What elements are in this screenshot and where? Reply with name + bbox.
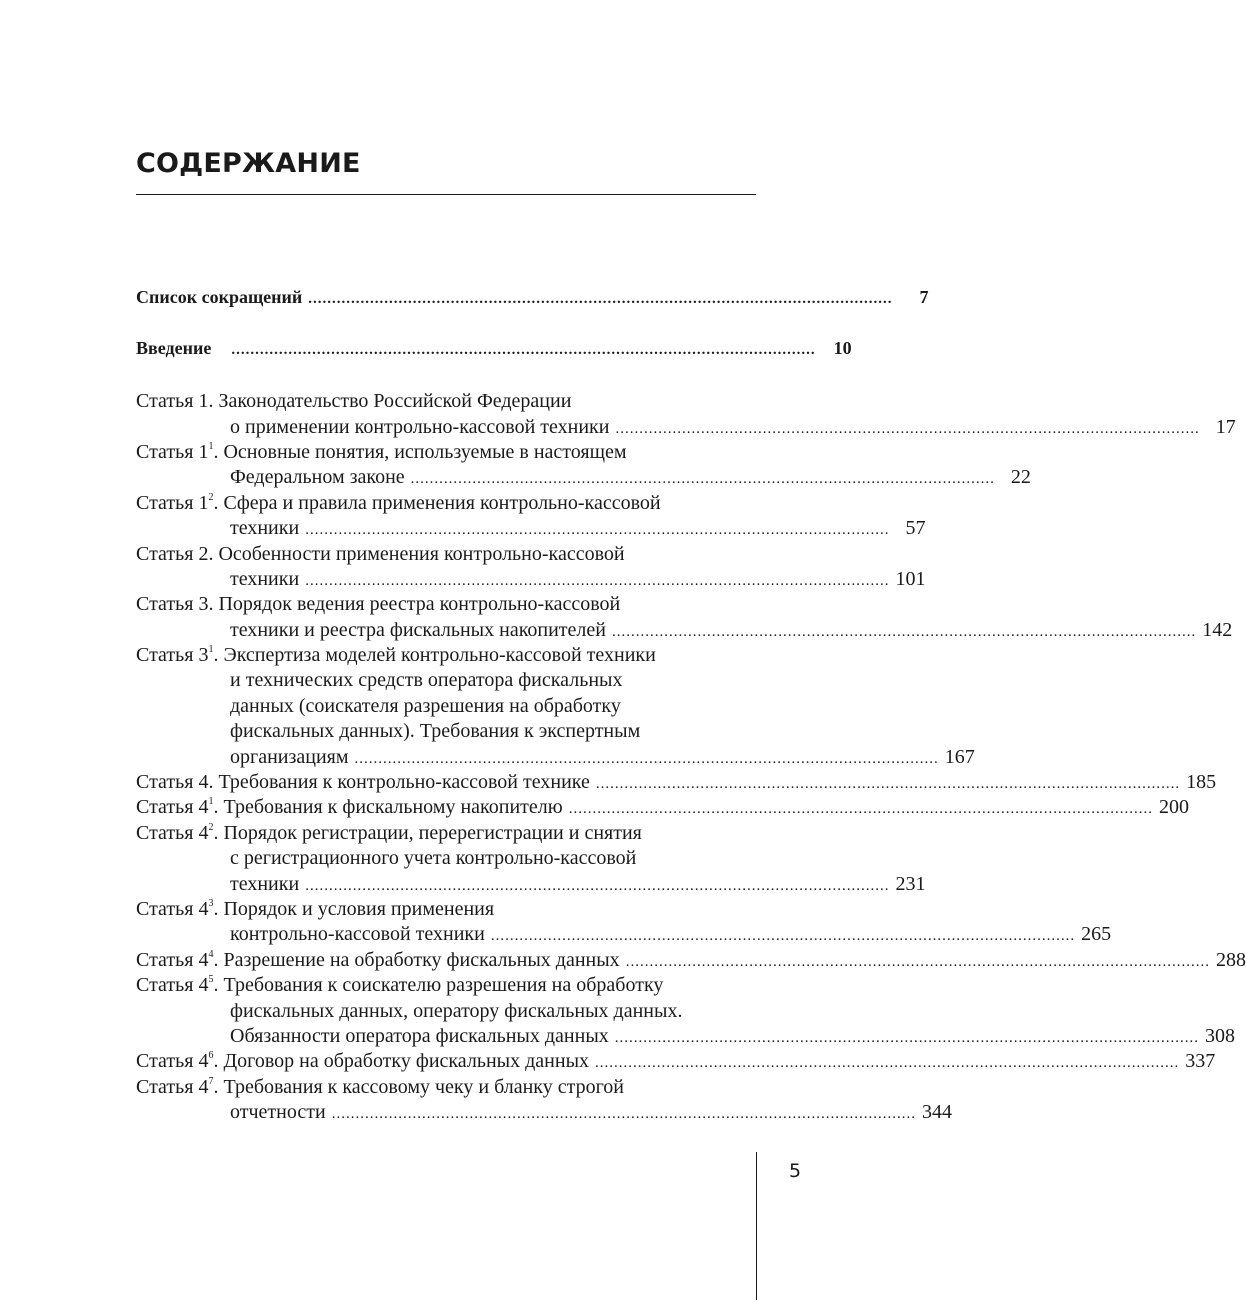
toc-entry-line: техники и реестра фискальных накопителей (230, 618, 606, 641)
dot-leader: ........................................................................................................................... (612, 623, 1197, 640)
toc-entry-line: Статья 4. Требования к контрольно-кассовой технике (136, 771, 590, 794)
article-prefix: Статья 4 (136, 796, 209, 819)
article-prefix: Статья 4 (136, 948, 209, 971)
toc-page-number: 167 (944, 745, 975, 768)
toc-entry-line: . Требования к фискальному накопителю (213, 796, 563, 819)
toc-entry-article-4-6[interactable] (136, 1049, 1216, 1074)
dot-leader: ........................................................................................................................... (568, 801, 1153, 818)
title-divider (136, 194, 756, 195)
toc-entry-line: организациям (230, 745, 349, 768)
dot-leader: ........................................................................................................................... (305, 877, 890, 894)
article-prefix: Статья 4 (136, 897, 209, 920)
toc-entry-article-1-2[interactable] (136, 491, 926, 542)
toc-entry-line: техники (230, 517, 300, 540)
article-superscript: 2 (208, 491, 214, 503)
toc-entry-line: техники (230, 872, 300, 895)
dot-leader: ........................................................................................................................... (614, 1029, 1200, 1046)
toc-page-number: 142 (1202, 618, 1233, 641)
toc-page-number: 22 (1010, 466, 1031, 489)
toc-page-number: 185 (1186, 771, 1217, 794)
toc-entry-label: Список сокращений (136, 287, 303, 307)
toc-page-number: 337 (1185, 1050, 1216, 1073)
toc-entry-line: . Экспертиза моделей контрольно-кассовой техники (213, 644, 656, 667)
toc-entry-article-4-7[interactable] (136, 1075, 952, 1126)
article-prefix: Статья 4 (136, 974, 209, 997)
toc-entry-line: с регистрационного учета контрольно-кассовой (230, 847, 637, 870)
toc-entry-line: . Основные понятия, используемые в настоящем (213, 440, 627, 463)
page-title: СОДЕРЖАНИЕ (136, 148, 361, 179)
toc-entry-line: Обязанности оператора фискальных данных (230, 1024, 609, 1047)
toc-entry-line: Статья 3. Порядок ведения реестра контрольно-кассовой (136, 593, 621, 616)
article-prefix: Статья 4 (136, 1050, 209, 1073)
dot-leader: ........................................................................................................................... (305, 522, 890, 539)
article-superscript: 1 (208, 644, 214, 656)
dot-leader: ........................................................................................................................... (615, 420, 1200, 437)
article-superscript: 6 (208, 1050, 214, 1062)
toc-entry-line: о применении контрольно-кассовой техники (230, 415, 610, 438)
toc-entry-line: отчетности (230, 1101, 326, 1124)
toc-page-number: 57 (905, 517, 926, 540)
toc-page-number: 10 (833, 337, 852, 358)
article-prefix: Статья 4 (136, 821, 209, 844)
toc-entry-article-4[interactable] (136, 770, 1217, 795)
article-prefix: Статья 3 (136, 644, 209, 667)
toc-entry-article-1-1[interactable] (136, 440, 1031, 491)
article-superscript: 5 (208, 974, 214, 986)
toc-entry-line: Статья 2. Особенности применения контрольно-кассовой (136, 542, 625, 565)
article-prefix: Статья 1 (136, 440, 209, 463)
toc-entry-line: . Порядок регистрации, перерегистрации и снятия (213, 821, 642, 844)
toc-page-number: 344 (921, 1101, 952, 1124)
toc-entry-article-1[interactable] (136, 389, 1236, 440)
toc-page-number: 265 (1081, 923, 1112, 946)
dot-leader: ........................................................................................................................... (308, 291, 893, 307)
toc-entry-article-4-1[interactable] (136, 795, 1189, 820)
toc-entry-article-4-4[interactable] (136, 948, 1246, 973)
dot-leader: ........................................................................................................................... (331, 1106, 916, 1123)
dot-leader: ........................................................................................................................... (595, 776, 1181, 793)
dot-leader: ........................................................................................................................... (231, 341, 816, 358)
toc-entry-line: . Порядок и условия применения (213, 897, 495, 920)
toc-entry-label: Введение (136, 337, 212, 358)
toc-entry-line: фискальных данных). Требования к экспертным (230, 720, 641, 743)
toc-entry-line: . Требования к соискателю разрешения на обработку (213, 974, 664, 997)
toc-entry-line: и технических средств оператора фискальных (230, 669, 623, 692)
toc-page-number: 101 (895, 567, 926, 590)
article-superscript: 2 (208, 821, 214, 833)
toc-entry-line: техники (230, 567, 300, 590)
toc-entry-line: данных (соискателя разрешения на обработку (230, 694, 621, 717)
toc-entry-article-4-5[interactable] (136, 973, 1236, 1049)
toc-page-number: 231 (895, 872, 926, 895)
toc-page-number: 7 (919, 287, 929, 307)
article-superscript: 1 (208, 796, 214, 808)
article-superscript: 7 (208, 1075, 214, 1087)
toc-entry-article-2[interactable] (136, 542, 926, 593)
article-prefix: Статья 1 (136, 491, 209, 514)
dot-leader: ........................................................................................................................... (625, 953, 1210, 970)
dot-leader: ........................................................................................................................... (595, 1055, 1180, 1072)
toc-entry-article-4-3[interactable] (136, 897, 1112, 948)
table-of-contents (136, 285, 1246, 1126)
toc-entry-line: Статья 1. Законодательство Российской Федерации (136, 390, 572, 413)
toc-entry-abbreviations[interactable] (136, 285, 929, 310)
toc-entry-line: . Разрешение на обработку фискальных данных (213, 948, 620, 971)
toc-page-number: 200 (1158, 796, 1189, 819)
article-superscript: 1 (208, 440, 214, 452)
toc-entry-article-3-1[interactable] (136, 643, 975, 770)
dot-leader: ........................................................................................................................... (305, 572, 890, 589)
margin-rule (756, 1152, 757, 1300)
toc-page-number: 308 (1205, 1024, 1236, 1047)
toc-entry-line: . Требования к кассовому чеку и бланку строгой (213, 1075, 625, 1098)
dot-leader: ........................................................................................................................... (354, 750, 939, 767)
toc-entry-line: Федеральном законе (230, 466, 405, 489)
article-superscript: 4 (208, 948, 214, 960)
dot-leader: ........................................................................................................................... (410, 471, 995, 488)
toc-entry-introduction[interactable] (136, 336, 852, 361)
article-superscript: 3 (208, 897, 214, 909)
toc-entry-line: фискальных данных, оператору фискальных данных. (230, 999, 683, 1022)
page-number: 5 (789, 1160, 802, 1182)
toc-page-number: 288 (1215, 948, 1246, 971)
toc-page-number: 17 (1215, 415, 1236, 438)
toc-entry-line: контрольно-кассовой техники (230, 923, 485, 946)
toc-entry-line: . Сфера и правила применения контрольно-кассовой (213, 491, 661, 514)
dot-leader: ........................................................................................................................... (490, 928, 1076, 945)
toc-entry-line: . Договор на обработку фискальных данных (213, 1050, 590, 1073)
toc-entry-article-3[interactable] (136, 592, 1233, 643)
article-prefix: Статья 4 (136, 1075, 209, 1098)
toc-entry-article-4-2[interactable] (136, 821, 926, 897)
